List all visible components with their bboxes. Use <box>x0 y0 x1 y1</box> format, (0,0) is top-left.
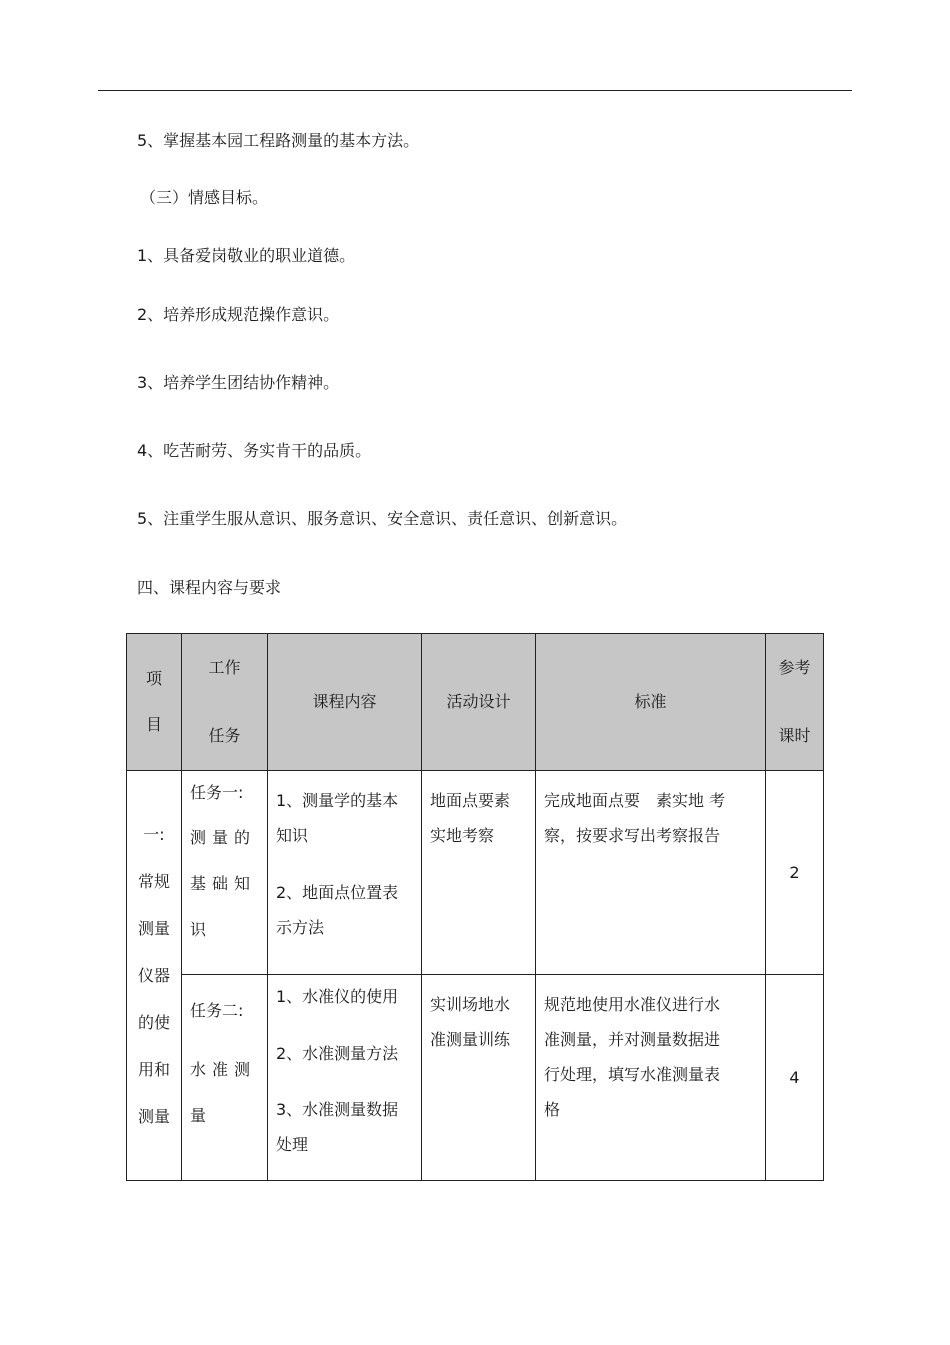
course-content-table <box>126 633 824 1181</box>
hours-cell: 4 <box>766 975 824 1181</box>
task-text: 测量的 <box>190 828 257 847</box>
header-content: 课程内容 <box>268 634 422 771</box>
activity-text: 准测量训练 <box>430 1030 511 1049</box>
table-row <box>127 771 824 975</box>
task-text: 识 <box>190 920 207 939</box>
content-cell <box>268 975 422 1181</box>
task-text: 任务一: <box>190 783 244 802</box>
header-hours-line-2: 课时 <box>778 726 811 745</box>
activity-cell <box>422 771 536 975</box>
project-text: 用和 <box>137 1060 170 1079</box>
content-text: 2、水准测量方法 <box>276 1044 399 1063</box>
header-task-line-1: 工作 <box>208 658 241 677</box>
project-text: 仪器 <box>137 966 170 985</box>
content-text: 示方法 <box>276 918 325 937</box>
standard-text: 格 <box>544 1100 561 1119</box>
standard-text: 察，按要求写出考察报告 <box>544 826 721 845</box>
task-cell <box>182 975 268 1181</box>
header-project-line-1: 项 <box>145 669 162 688</box>
standard-text: 规范地使用水准仪进行水 <box>544 995 721 1014</box>
objective-item-5: 5、掌握基本园工程路测量的基本方法。 <box>137 131 420 150</box>
content-text: 2、地面点位置表 <box>276 883 399 902</box>
project-text: 一: <box>143 825 165 844</box>
header-hours <box>766 634 824 771</box>
project-text: 的使 <box>137 1013 170 1032</box>
standard-cell <box>536 975 766 1181</box>
task-text: 水准测 <box>190 1060 257 1079</box>
project-text: 测量 <box>137 1107 170 1126</box>
activity-text: 地面点要素 <box>430 791 511 810</box>
standard-text: 完成地面点要 素实地 考 <box>544 791 726 810</box>
affective-item-2: 2、培养形成规范操作意识。 <box>137 305 340 324</box>
content-text: 3、水准测量数据 <box>276 1100 399 1119</box>
project-cell <box>127 771 182 1181</box>
task-text: 任务二: <box>190 1001 244 1020</box>
activity-text: 实地考察 <box>430 826 495 845</box>
standard-cell <box>536 771 766 975</box>
content-cell <box>268 771 422 975</box>
affective-item-3: 3、培养学生团结协作精神。 <box>137 373 340 392</box>
activity-text: 实训场地水 <box>430 995 511 1014</box>
affective-item-1: 1、具备爱岗敬业的职业道德。 <box>137 246 356 265</box>
project-text: 测量 <box>137 919 170 938</box>
table-header-row <box>127 634 824 771</box>
activity-cell <box>422 975 536 1181</box>
standard-text: 行处理，填写水准测量表 <box>544 1065 721 1084</box>
table-row <box>127 975 824 1181</box>
task-cell <box>182 771 268 975</box>
header-hours-line-1: 参考 <box>778 658 811 677</box>
header-project <box>127 634 182 771</box>
affective-item-5: 5、注重学生服从意识、服务意识、安全意识、责任意识、创新意识。 <box>137 509 628 528</box>
task-text: 量 <box>190 1106 207 1125</box>
standard-text: 准测量，并对测量数据进 <box>544 1030 721 1049</box>
hours-cell: 2 <box>766 771 824 975</box>
project-text: 常规 <box>137 872 170 891</box>
content-text: 1、水准仪的使用 <box>276 987 399 1006</box>
section-heading-course-content: 四、课程内容与要求 <box>137 578 282 597</box>
header-task <box>182 634 268 771</box>
affective-item-4: 4、吃苦耐劳、务实肯干的品质。 <box>137 441 372 460</box>
header-project-line-2: 目 <box>145 715 162 734</box>
content-text: 知识 <box>276 826 309 845</box>
header-activity: 活动设计 <box>422 634 536 771</box>
header-task-line-2: 任务 <box>208 726 241 745</box>
header-rule <box>98 90 852 91</box>
content-text: 处理 <box>276 1135 309 1154</box>
task-text: 基础知 <box>190 874 257 893</box>
section-heading-affective-goals: （三）情感目标。 <box>140 188 269 207</box>
content-text: 1、测量学的基本 <box>276 791 399 810</box>
header-standard: 标准 <box>536 634 766 771</box>
